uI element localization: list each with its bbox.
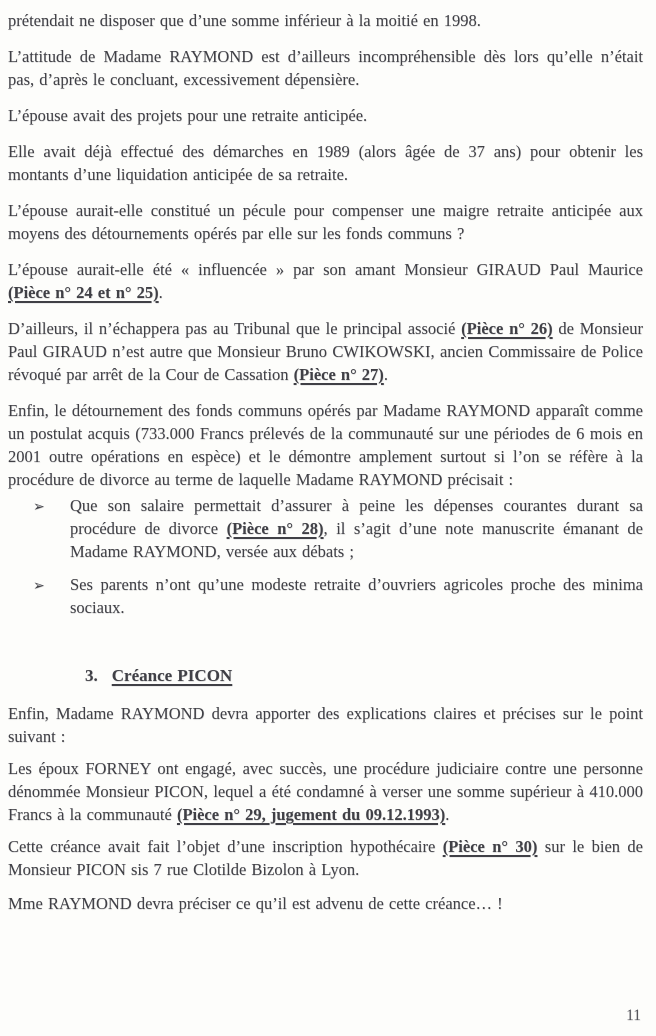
piece-reference: (Pièce n° 27) — [293, 365, 384, 384]
list-item — [8, 494, 643, 563]
paragraph: Les époux FORNEY ont engagé, avec succès, une procédure judiciaire contre une personne dénommée Monsieur PICON, lequel a été condamné à verser une somme supérieur à 410.000 Francs à la communauté (Pièce n° 29, jugement du 09.12.1993). — [8, 759, 643, 824]
paragraph: Enfin, le détournement des fonds communs opérés par Madame RAYMOND apparaît comme un postulat acquis (733.000 Francs prélevés de la communauté sur une périodes de 6 mois en 2001 outre opérations en espèce) et le démontre amplement surtout si l’on se réfère à la procédure de divorce au terme de laquelle Madame RAYMOND précisait : — [8, 401, 643, 489]
paragraph: Elle avait déjà effectué des démarches en 1989 (alors âgée de 37 ans) pour obtenir les montants d’une liquidation anticipée de sa retraite. — [8, 142, 643, 184]
paragraph: D’ailleurs, il n’échappera pas au Tribunal que le principal associé (Pièce n° 26) de Monsieur Paul GIRAUD n’est autre que Monsieur Bruno CWIKOWSKI, ancien Commissaire de Police révoqué par arrêt de la Cour de Cassation (Pièce n° 27). — [8, 319, 643, 384]
section-heading — [8, 664, 643, 687]
piece-reference: (Pièce n° 28) — [226, 519, 324, 538]
paragraph: Mme RAYMOND devra préciser ce qu’il est advenu de cette créance… ! — [8, 894, 503, 913]
paragraph: L’épouse avait des projets pour une retraite anticipée. — [8, 106, 368, 125]
paragraph: L’épouse aurait-elle constitué un pécule pour compenser une maigre retraite anticipée aux moyens des détournements opérés par elle sur les fonds communs ? — [8, 201, 643, 243]
list-item — [8, 573, 643, 619]
arrow-bullet-icon: ➢ — [33, 499, 45, 515]
paragraph: Cette créance avait fait l’objet d’une inscription hypothécaire (Pièce n° 30) sur le bien de Monsieur PICON sis 7 rue Clotilde Bizolon à Lyon. — [8, 837, 643, 879]
section-title: Créance PICON — [111, 666, 233, 685]
page-number: 11 — [626, 1007, 641, 1024]
piece-reference: (Pièce n° 29, jugement du 09.12.1993) — [176, 805, 446, 824]
piece-reference: (Pièce n° 24 et n° 25) — [8, 283, 159, 302]
paragraph: prétendait ne disposer que d’une somme inférieur à la moitié en 1998. — [8, 11, 481, 30]
paragraph: L’attitude de Madame RAYMOND est d’ailleurs incompréhensible dès lors qu’elle n’était pas, d’après le concluant, excessivement dépensière. — [8, 47, 643, 89]
paragraph: Enfin, Madame RAYMOND devra apporter des explications claires et précises sur le point suivant : — [8, 704, 643, 746]
section-number: 3. — [85, 666, 98, 685]
arrow-bullet-icon: ➢ — [33, 578, 45, 594]
piece-reference: (Pièce n° 26) — [461, 319, 553, 338]
piece-reference: (Pièce n° 30) — [442, 837, 538, 856]
document-body — [8, 9, 643, 915]
paragraph: L’épouse aurait-elle été « influencée » par son amant Monsieur GIRAUD Paul Maurice (Pièce n° 24 et n° 25). — [8, 260, 643, 302]
list-item-text: Ses parents n’ont qu’une modeste retraite d’ouvriers agricoles proche des minima sociaux. — [70, 575, 643, 617]
list-item-text: Que son salaire permettait d’assurer à peine les dépenses courantes durant sa procédure de divorce (Pièce n° 28), il s’agit d’une note manuscrite émanant de Madame RAYMOND, versée aux débats ; — [70, 496, 643, 561]
